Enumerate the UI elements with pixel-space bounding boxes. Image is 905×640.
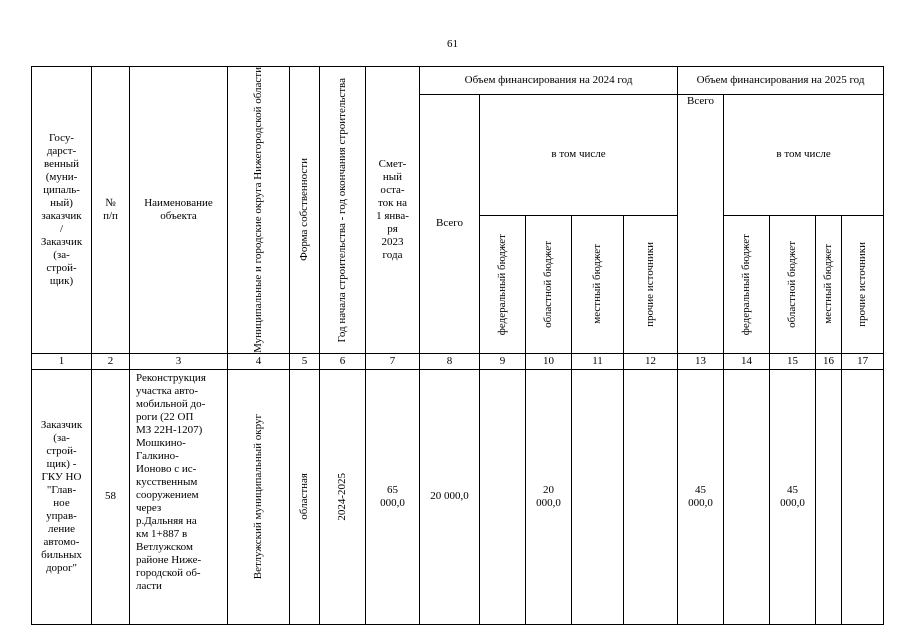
column-number: 15 <box>770 353 816 369</box>
funding-table <box>31 66 884 625</box>
cell-local-2024 <box>572 369 624 624</box>
column-number-row <box>32 353 884 369</box>
header-total-2024: Всего <box>420 95 480 354</box>
column-number: 8 <box>420 353 480 369</box>
column-number: 17 <box>842 353 884 369</box>
header-regional-2024: областной бюджет <box>526 215 572 353</box>
header-funding-2024: Объем финансирования на 2024 год <box>420 67 678 95</box>
header-regional-2025: областной бюджет <box>770 215 816 353</box>
header-years: Год начала строительства - год окончания строительства <box>320 67 366 354</box>
header-total-2025: Всего <box>678 95 724 354</box>
header-customer: Госу- дарст- венный (муни- ципаль- ный) заказчик / Заказчик (за- строй- щик) <box>32 67 92 354</box>
header-object-name: Наименование объекта <box>130 67 228 354</box>
header-ownership: Форма собственности <box>290 67 320 354</box>
table-row <box>32 369 884 624</box>
header-number: № п/п <box>92 67 130 354</box>
column-number: 3 <box>130 353 228 369</box>
column-number: 1 <box>32 353 92 369</box>
header-funding-2025: Объем финансирования на 2025 год <box>678 67 884 95</box>
column-number: 4 <box>228 353 290 369</box>
header-including-2025: в том числе <box>724 95 884 216</box>
header-local-2024: местный бюджет <box>572 215 624 353</box>
column-number: 2 <box>92 353 130 369</box>
column-number: 10 <box>526 353 572 369</box>
cell-balance: 65 000,0 <box>366 369 420 624</box>
page-number: 61 <box>447 38 458 50</box>
header-local-2025: местный бюджет <box>816 215 842 353</box>
cell-total-2024: 20 000,0 <box>420 369 480 624</box>
cell-years: 2024-2025 <box>320 369 366 624</box>
cell-regional-2024: 20 000,0 <box>526 369 572 624</box>
header-other-2025: прочие источники <box>842 215 884 353</box>
cell-federal-2024 <box>480 369 526 624</box>
column-number: 11 <box>572 353 624 369</box>
header-federal-2024: федеральный бюджет <box>480 215 526 353</box>
header-including-2024: в том числе <box>480 95 678 216</box>
column-number: 5 <box>290 353 320 369</box>
cell-federal-2025 <box>724 369 770 624</box>
cell-ownership: областная <box>290 369 320 624</box>
column-number: 9 <box>480 353 526 369</box>
header-other-2024: прочие источники <box>624 215 678 353</box>
header-districts: Муниципальные и городские округа Нижегородской области <box>228 67 290 354</box>
column-number: 14 <box>724 353 770 369</box>
cell-customer: Заказчик (за- строй- щик) - ГКУ НО "Глав- ное управ- ление автомо- бильных дорог" <box>32 369 92 624</box>
cell-total-2025: 45 000,0 <box>678 369 724 624</box>
header-balance: Смет- ный оста- ток на 1 янва- ря 2023 года <box>366 67 420 354</box>
cell-local-2025 <box>816 369 842 624</box>
column-number: 6 <box>320 353 366 369</box>
cell-district: Ветлужский муниципальный округ <box>228 369 290 624</box>
cell-other-2024 <box>624 369 678 624</box>
column-number: 12 <box>624 353 678 369</box>
column-number: 16 <box>816 353 842 369</box>
column-number: 13 <box>678 353 724 369</box>
cell-object-name: Реконструкция участка авто- мобильной до- роги (22 ОП МЗ 22Н-1207) Мошкино- Галкино- Ионово с ис- кусственным сооружением через р.Дальняя на км 1+887 в Ветлужском районе Ниже- городской об- ласти <box>130 369 228 624</box>
cell-number: 58 <box>92 369 130 624</box>
header-federal-2025: федеральный бюджет <box>724 215 770 353</box>
cell-other-2025 <box>842 369 884 624</box>
column-number: 7 <box>366 353 420 369</box>
cell-regional-2025: 45 000,0 <box>770 369 816 624</box>
